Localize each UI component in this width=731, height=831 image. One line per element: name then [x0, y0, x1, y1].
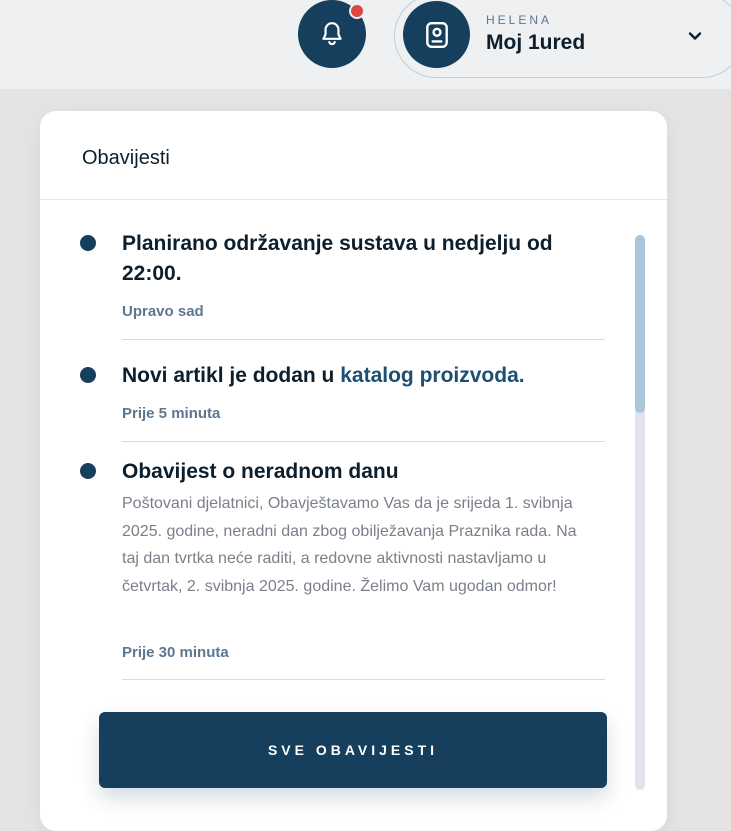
- unread-bullet: [80, 463, 96, 479]
- notification-time: Upravo sad: [122, 303, 204, 320]
- notification-item[interactable]: [80, 457, 605, 681]
- product-catalog-link[interactable]: katalog proizvoda.: [340, 364, 525, 387]
- notification-time: Prije 5 minuta: [122, 405, 221, 422]
- divider: [122, 441, 605, 442]
- divider: [122, 679, 605, 680]
- unread-bullet: [80, 367, 96, 383]
- user-name: HELENA: [486, 13, 553, 27]
- notification-title: [122, 361, 592, 391]
- scrollbar-thumb[interactable]: [635, 235, 645, 413]
- unread-indicator: [349, 3, 365, 19]
- notifications-panel: [40, 111, 667, 831]
- notification-body: Poštovani djelatnici, Obavještavamo Vas da je srijeda 1. svibnja 2025. godine, neradni dan zbog obilježavanja Praznika rada. Na taj dan tvrtka neće raditi, a redovne aktivnosti nastavljamo u četvrtak, 2. svibnja 2025. godine. Želimo Vam ugodan odmor!: [122, 495, 577, 595]
- chevron-down-icon[interactable]: [686, 27, 704, 45]
- notification-item[interactable]: [80, 229, 605, 339]
- notification-title: Planirano održavanje sustava u nedjelju od 22:00.: [122, 232, 553, 285]
- id-badge-icon: [424, 21, 450, 49]
- avatar[interactable]: [403, 1, 470, 68]
- user-office: Moj 1ured: [486, 31, 586, 54]
- notification-item[interactable]: [80, 361, 605, 441]
- panel-title: Obavijesti: [82, 147, 170, 169]
- notification-title: Obavijest o neradnom danu: [122, 460, 399, 483]
- bell-icon: [319, 20, 345, 48]
- unread-bullet: [80, 235, 96, 251]
- divider: [122, 339, 605, 340]
- notification-time: Prije 30 minuta: [122, 644, 229, 661]
- notification-title-text: Novi artikl je dodan u: [122, 364, 335, 387]
- top-bar: [0, 0, 731, 89]
- panel-header: [40, 111, 667, 200]
- all-notifications-button[interactable]: SVE OBAVIJESTI: [99, 712, 607, 788]
